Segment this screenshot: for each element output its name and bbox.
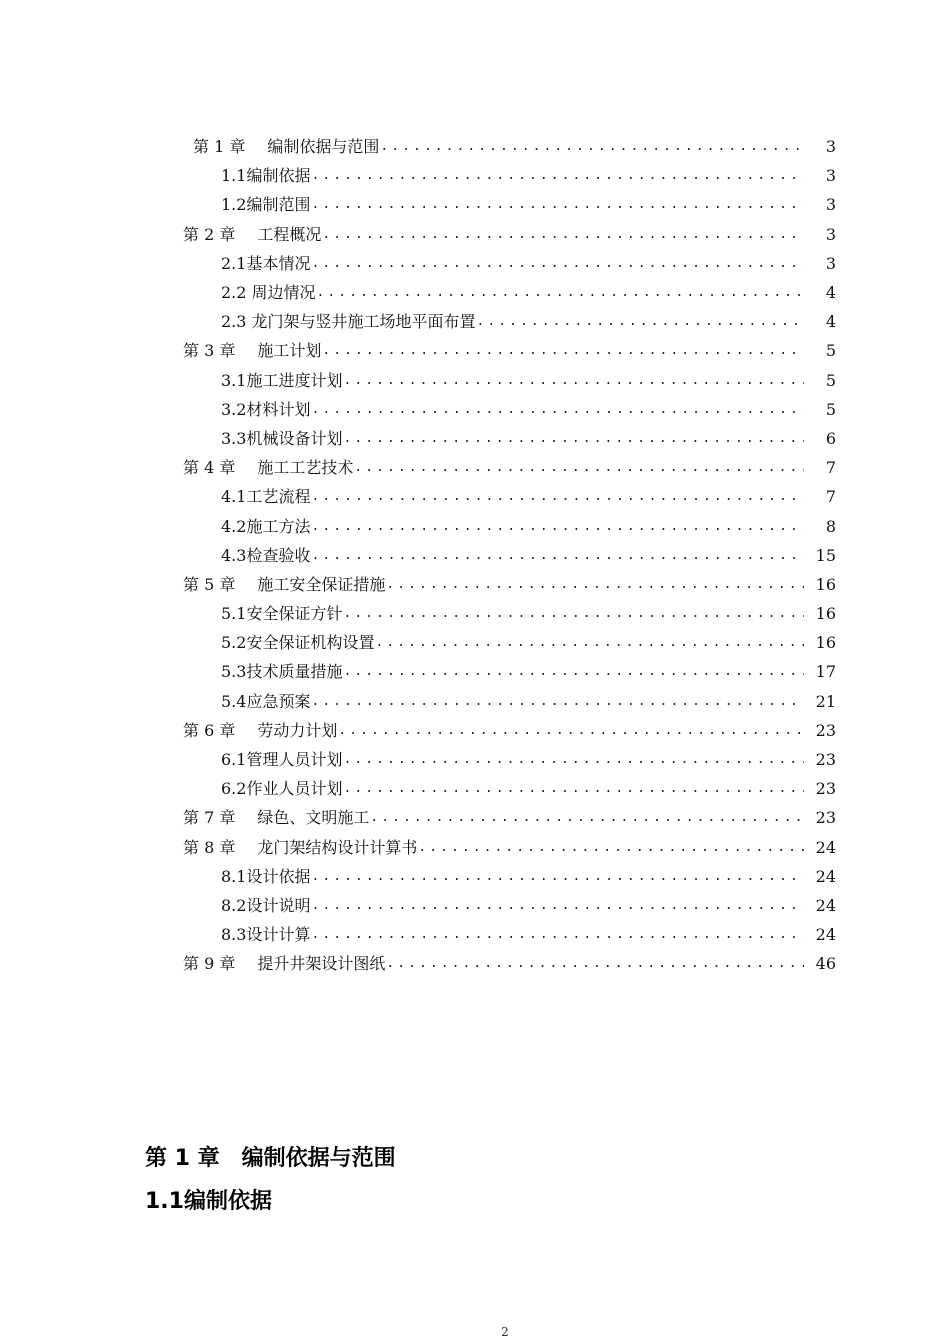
toc-entry-text <box>183 570 385 599</box>
toc-page-number: 16 <box>815 633 836 653</box>
toc-entry-title: 周边情况 <box>251 283 316 303</box>
toc-entry-label: 3.2 <box>221 399 247 419</box>
chapter-title: 编制依据与范围 <box>241 1146 396 1171</box>
toc-entry-title: 材料计划 <box>246 399 311 419</box>
toc-page-number: 3 <box>825 253 836 273</box>
toc-chapter-entry[interactable] <box>0 336 950 365</box>
toc-entry-text <box>221 482 310 511</box>
toc-section-entry[interactable] <box>0 190 950 219</box>
toc-entry-title: 作业人员计划 <box>246 779 343 799</box>
toc-entry-title: 施工进度计划 <box>246 370 343 390</box>
toc-entry-text <box>221 920 310 949</box>
toc-page-number: 3 <box>825 195 836 215</box>
toc-page-number: 8 <box>825 516 836 536</box>
toc-page-number: 6 <box>825 428 836 448</box>
toc-dot-leader <box>343 774 804 803</box>
toc-entry-label: 2.3 <box>221 312 252 332</box>
toc-section-entry[interactable] <box>0 278 950 307</box>
chapter-heading <box>145 1141 396 1172</box>
toc-dot-leader <box>375 628 804 657</box>
toc-section-entry[interactable] <box>0 395 950 424</box>
toc-dot-leader <box>311 161 804 190</box>
toc-entry-text <box>221 599 342 628</box>
toc-page-number: 3 <box>825 224 836 244</box>
toc-page-number: 21 <box>815 691 836 711</box>
toc-dot-leader <box>343 366 804 395</box>
toc-page-number: 5 <box>825 370 836 390</box>
toc-entry-label: 3.1 <box>221 370 247 390</box>
toc-dot-leader <box>343 657 804 686</box>
toc-entry-text <box>193 132 379 161</box>
toc-page-number: 17 <box>815 662 836 682</box>
toc-entry-text <box>221 687 310 716</box>
toc-dot-leader <box>311 541 804 570</box>
toc-entry-title: 机械设备计划 <box>246 428 343 448</box>
toc-dot-leader <box>317 278 804 307</box>
toc-entry-title: 编制依据 <box>246 166 311 186</box>
toc-entry-label: 5.3 <box>221 662 247 682</box>
toc-page-number: 24 <box>815 895 836 915</box>
toc-dot-leader <box>311 482 804 511</box>
toc-entry-label: 6.1 <box>221 750 247 770</box>
toc-entry-label: 第 6 章 <box>183 720 236 740</box>
toc-section-entry[interactable] <box>0 541 950 570</box>
toc-section-entry[interactable] <box>0 511 950 540</box>
toc-dot-leader <box>354 453 804 482</box>
toc-dot-leader <box>386 949 804 978</box>
toc-entry-text <box>183 336 321 365</box>
toc-dot-leader <box>311 862 804 891</box>
toc-entry-label: 第 2 章 <box>183 224 236 244</box>
toc-section-entry[interactable] <box>0 424 950 453</box>
toc-dot-leader <box>322 220 804 249</box>
toc-entry-title: 安全保证方针 <box>246 604 343 624</box>
toc-entry-title: 施工工艺技术 <box>257 458 354 478</box>
toc-section-entry[interactable] <box>0 366 950 395</box>
toc-entry-title: 施工计划 <box>257 341 322 361</box>
toc-entry-text <box>221 161 310 190</box>
toc-entry-title: 应急预案 <box>246 691 311 711</box>
toc-page-number: 15 <box>815 545 836 565</box>
toc-page-number: 23 <box>815 720 836 740</box>
toc-entry-label: 5.2 <box>221 633 247 653</box>
toc-entry-label: 8.3 <box>221 925 247 945</box>
toc-page-number: 23 <box>815 779 836 799</box>
toc-section-entry[interactable] <box>0 657 950 686</box>
toc-section-entry[interactable] <box>0 774 950 803</box>
toc-page-number: 16 <box>815 604 836 624</box>
toc-dot-leader <box>311 190 804 219</box>
toc-entry-title: 施工安全保证措施 <box>257 574 386 594</box>
toc-entry-title: 设计说明 <box>246 895 311 915</box>
toc-entry-text <box>221 278 316 307</box>
toc-page-number: 16 <box>815 574 836 594</box>
toc-section-entry[interactable] <box>0 482 950 511</box>
toc-chapter-entry[interactable] <box>0 453 950 482</box>
toc-entry-label: 第 7 章 <box>183 808 236 828</box>
toc-chapter-entry[interactable] <box>0 949 950 978</box>
section-label: 1.1 <box>145 1189 184 1214</box>
toc-dot-leader <box>343 599 804 628</box>
toc-entry-text <box>221 774 342 803</box>
toc-entry-label: 6.2 <box>221 779 247 799</box>
toc-page-number: 7 <box>825 458 836 478</box>
toc-chapter-entry[interactable] <box>0 570 950 599</box>
toc-entry-text <box>221 307 476 336</box>
toc-entry-text <box>221 628 374 657</box>
toc-page-number: 3 <box>825 137 836 157</box>
toc-entry-label: 第 5 章 <box>183 574 236 594</box>
toc-entry-label: 8.1 <box>221 866 247 886</box>
toc-entry-label: 第 8 章 <box>183 837 236 857</box>
toc-entry-title: 基本情况 <box>246 253 311 273</box>
toc-page-number: 5 <box>825 341 836 361</box>
toc-section-entry[interactable] <box>0 249 950 278</box>
toc-section-entry[interactable] <box>0 628 950 657</box>
toc-dot-leader <box>386 570 804 599</box>
toc-entry-text <box>183 220 321 249</box>
toc-entry-label: 1.1 <box>221 166 247 186</box>
toc-section-entry[interactable] <box>0 891 950 920</box>
toc-dot-leader <box>343 745 804 774</box>
toc-dot-leader <box>370 803 804 832</box>
toc-entry-text <box>183 453 353 482</box>
toc-entry-label: 1.2 <box>221 195 247 215</box>
toc-page-number: 23 <box>815 808 836 828</box>
toc-dot-leader <box>343 424 804 453</box>
toc-entry-title: 管理人员计划 <box>246 750 343 770</box>
toc-page-number: 5 <box>825 399 836 419</box>
toc-entry-title: 劳动力计划 <box>257 720 338 740</box>
toc-entry-text <box>183 716 337 745</box>
toc-entry-label: 4.1 <box>221 487 247 507</box>
toc-entry-label: 2.1 <box>221 253 247 273</box>
toc-page-number: 46 <box>815 954 836 974</box>
toc-page-number: 4 <box>825 312 836 332</box>
toc-entry-label: 第 4 章 <box>183 458 236 478</box>
toc-section-entry[interactable] <box>0 687 950 716</box>
toc-chapter-entry[interactable] <box>0 220 950 249</box>
toc-page-number: 7 <box>825 487 836 507</box>
toc-entry-label: 2.2 <box>221 283 252 303</box>
table-of-contents <box>0 132 950 978</box>
toc-entry-title: 设计依据 <box>246 866 311 886</box>
toc-dot-leader <box>311 512 804 541</box>
section-title: 编制依据 <box>183 1189 272 1214</box>
toc-entry-text <box>183 833 417 862</box>
toc-dot-leader <box>311 249 804 278</box>
toc-dot-leader <box>322 336 804 365</box>
toc-entry-title: 龙门架与竖井施工场地平面布置 <box>251 312 476 332</box>
toc-entry-label: 5.4 <box>221 691 247 711</box>
toc-entry-text <box>221 657 342 686</box>
toc-entry-title: 检查验收 <box>246 545 311 565</box>
toc-entry-text <box>221 541 310 570</box>
toc-chapter-entry[interactable] <box>0 132 950 161</box>
toc-entry-title: 安全保证机构设置 <box>246 633 375 653</box>
toc-entry-label: 4.3 <box>221 545 247 565</box>
toc-entry-label: 第 9 章 <box>183 954 236 974</box>
toc-section-entry[interactable] <box>0 862 950 891</box>
toc-entry-label: 4.2 <box>221 516 247 536</box>
toc-page-number: 24 <box>815 837 836 857</box>
toc-chapter-entry[interactable] <box>0 803 950 832</box>
page-number: 2 <box>501 1325 509 1339</box>
toc-dot-leader <box>311 920 804 949</box>
toc-section-entry[interactable] <box>0 307 950 336</box>
toc-entry-label: 第 3 章 <box>183 341 236 361</box>
toc-dot-leader <box>311 687 804 716</box>
toc-entry-title: 设计计算 <box>246 925 311 945</box>
toc-dot-leader <box>311 395 804 424</box>
toc-entry-text <box>221 891 310 920</box>
toc-section-entry[interactable] <box>0 599 950 628</box>
toc-section-entry[interactable] <box>0 920 950 949</box>
toc-entry-title: 施工方法 <box>246 516 311 536</box>
toc-dot-leader <box>380 132 804 161</box>
chapter-label: 第 1 章 <box>145 1146 220 1171</box>
toc-entry-text <box>221 190 310 219</box>
toc-entry-title: 编制依据与范围 <box>267 137 380 157</box>
toc-entry-text <box>221 424 342 453</box>
toc-entry-title: 绿色、文明施工 <box>257 808 370 828</box>
toc-entry-title: 技术质量措施 <box>246 662 343 682</box>
toc-page-number: 23 <box>815 750 836 770</box>
toc-entry-label: 8.2 <box>221 895 247 915</box>
toc-entry-title: 提升井架设计图纸 <box>257 954 386 974</box>
toc-dot-leader <box>477 307 804 336</box>
toc-entry-text <box>221 745 342 774</box>
toc-entry-text <box>221 862 310 891</box>
toc-entry-title: 工艺流程 <box>246 487 311 507</box>
toc-entry-title: 龙门架结构设计计算书 <box>257 837 418 857</box>
toc-page-number: 4 <box>825 283 836 303</box>
toc-chapter-entry[interactable] <box>0 716 950 745</box>
toc-entry-text <box>221 249 310 278</box>
toc-dot-leader <box>311 891 804 920</box>
toc-chapter-entry[interactable] <box>0 833 950 862</box>
toc-entry-title: 工程概况 <box>257 224 322 244</box>
toc-entry-label: 3.3 <box>221 428 247 448</box>
toc-page-number: 24 <box>815 925 836 945</box>
toc-section-entry[interactable] <box>0 161 950 190</box>
toc-entry-text <box>221 512 310 541</box>
toc-entry-text <box>221 366 342 395</box>
toc-entry-text <box>183 949 385 978</box>
toc-page-number: 3 <box>825 166 836 186</box>
toc-entry-text <box>183 803 369 832</box>
toc-section-entry[interactable] <box>0 745 950 774</box>
toc-entry-label: 5.1 <box>221 604 247 624</box>
section-heading <box>145 1184 272 1215</box>
toc-dot-leader <box>418 833 804 862</box>
toc-entry-text <box>221 395 310 424</box>
toc-entry-label: 第 1 章 <box>193 137 246 157</box>
toc-dot-leader <box>338 716 804 745</box>
toc-page-number: 24 <box>815 866 836 886</box>
toc-entry-title: 编制范围 <box>246 195 311 215</box>
